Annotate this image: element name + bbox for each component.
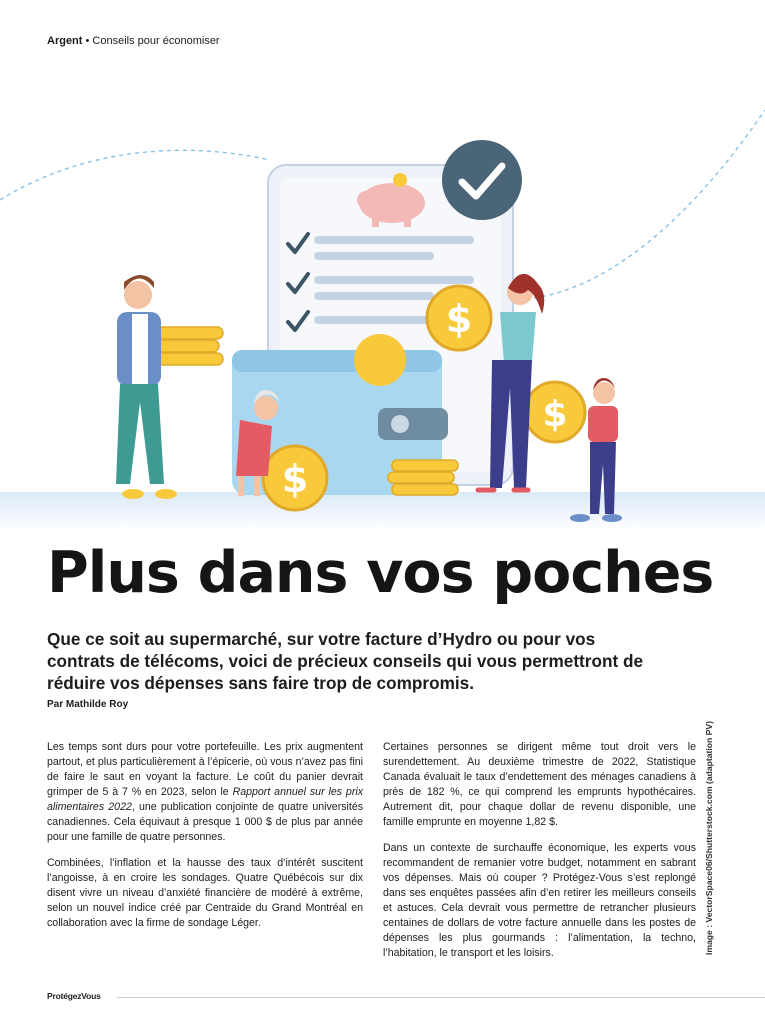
check-circle-icon bbox=[442, 140, 522, 220]
section-separator: • bbox=[82, 35, 93, 47]
money-savings-illustration bbox=[0, 60, 765, 530]
section-header bbox=[47, 35, 220, 47]
floor-band bbox=[0, 492, 765, 530]
paragraph-3: Certaines personnes se dirigent même tout droit vers le surendettement. Au deuxième trimestre de 2022, Statistique Canada évaluait le taux d’endettement des ménages canadiens à près de 182 %, ce qui comprend les emprunts hypothécaires. Autrement dit, pour chaque dollar de revenu disponible, une famille emprunte en moyenne 1,82 $. bbox=[383, 741, 696, 828]
dashed-swoosh-right bbox=[510, 110, 765, 300]
article-column-2 bbox=[383, 740, 696, 972]
subsection-name: Conseils pour économiser bbox=[92, 35, 220, 47]
footer-rule bbox=[117, 997, 765, 998]
footer-brand: ProtégezVous bbox=[47, 991, 101, 1001]
paragraph-1 bbox=[47, 740, 363, 845]
article-byline: Par Mathilde Roy bbox=[47, 699, 129, 710]
svg-text:$: $ bbox=[281, 457, 309, 501]
section-name: Argent bbox=[47, 35, 83, 47]
article-lead: Que ce soit au supermarché, sur votre facture d’Hydro ou pour vos contrats de télécoms, voici de précieux conseils qui vous permettront de réduire vos dépenses sans faire trop de compromis. bbox=[47, 629, 644, 693]
svg-text:$: $ bbox=[542, 394, 568, 435]
paragraph-1-text-a: Les temps sont durs pour votre portefeuille. Les prix augmentent partout, et plus particulièrement à l’épicerie, où vous n’avez pas fini de faire le saut en voyant la facture. Le coût du panier devrait grimper de 5 à 7 % en 2023, selon le bbox=[47, 741, 363, 798]
paragraph-2: Combinées, l’inflation et la hausse des taux d’intérêt suscitent l’angoisse, à en croire les sondages. Quatre Québécois sur dix disent vivre un niveau d’anxiété financière de modéré à extrême, selon un nouvel indice créé par Centraide du Grand Montréal en collaboration avec la firme de sondage Léger. bbox=[47, 857, 363, 929]
paragraph-1-text-b: , une publication conjointe de quatre universités canadiennes. Cela équivaut à presque 1 000 $ de plus par année pour une famille de quatre personnes. bbox=[47, 801, 364, 843]
article-column-1 bbox=[47, 740, 363, 942]
article-title: Plus dans vos poches bbox=[47, 540, 714, 606]
svg-text:$: $ bbox=[445, 297, 473, 341]
man-figure bbox=[116, 275, 177, 499]
paragraph-4: Dans un contexte de surchauffe économique, les experts vous recommandent de remanier votre budget, notamment en sabrant vos dépenses. Mais où couper ? Protégez-Vous s’est replongé dans ses enquêtes passées afin d’en retirer les meilleurs conseils et astuces. Cela devrait vous permettre de retrancher plusieurs centaines de dollars de votre facture annuelle dans les postes de dépenses les plus gourmands : l’alimentation, la techno, l’habitation, le transport et les loisirs. bbox=[383, 842, 696, 959]
image-credit: Image : VectorSpace06/Shutterstock.com (adaptation PV) bbox=[704, 720, 714, 955]
dashed-swoosh-left bbox=[0, 150, 270, 200]
report-title: Rapport annuel sur les prix alimentaires 2022 bbox=[47, 786, 363, 813]
